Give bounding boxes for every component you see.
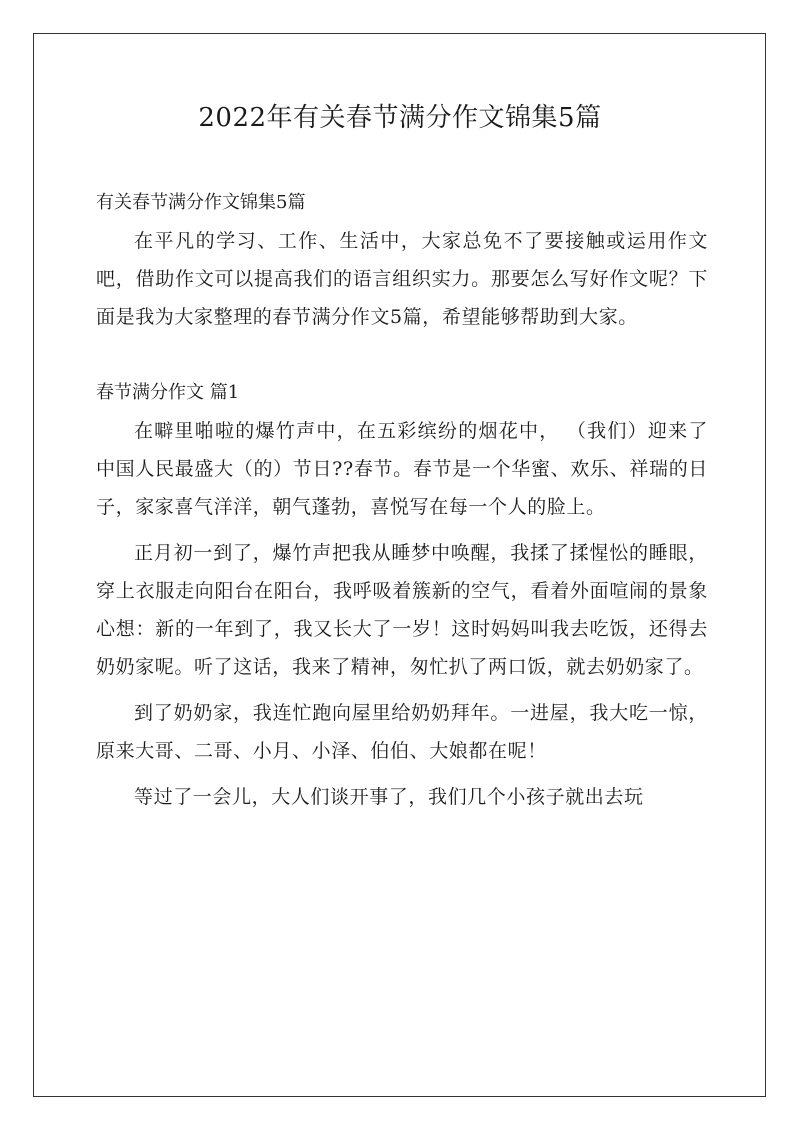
body-paragraph: 在噼里啪啦的爆竹声中，在五彩缤纷的烟花中， （我们）迎来了中国人民最盛大（的）节日??春节。春节是一个华蜜、欢乐、祥瑞的日子，家家喜气洋洋，朝气蓬勃，喜悦写在每一个人的脸上。 xyxy=(96,420,708,518)
document-body xyxy=(96,184,708,816)
document-subtitle: 有关春节满分作文锦集5篇 xyxy=(96,192,306,213)
document-title: 2022年有关春节满分作文锦集5篇 xyxy=(198,103,602,133)
body-paragraph: 到了奶奶家，我连忙跑向屋里给奶奶拜年。一进屋，我大吃一惊，原来大哥、二哥、小月、小泽、伯伯、大娘都在呢！ xyxy=(96,702,708,762)
body-paragraph: 等过了一会儿，大人们谈开事了，我们几个小孩子就出去玩 xyxy=(134,786,644,808)
section-heading: 春节满分作文 篇1 xyxy=(96,382,240,403)
body-paragraph: 正月初一到了，爆竹声把我从睡梦中唤醒，我揉了揉惺忪的睡眼，穿上衣服走向阳台在阳台，我呼吸着簇新的空气，看着外面喧闹的景象心想：新的一年到了，我又长大了一岁！这时妈妈叫我去吃饭，还得去奶奶家呢。听了这话，我来了精神，匆忙扒了两口饭，就去奶奶家了。 xyxy=(96,542,708,678)
section-spacer xyxy=(96,336,708,374)
intro-paragraph: 在平凡的学习、工作、生活中，大家总免不了要接触或运用作文吧，借助作文可以提高我们的语言组织实力。那要怎么写好作文呢？下面是我为大家整理的春节满分作文5篇，希望能够帮助到大家。 xyxy=(96,230,708,328)
